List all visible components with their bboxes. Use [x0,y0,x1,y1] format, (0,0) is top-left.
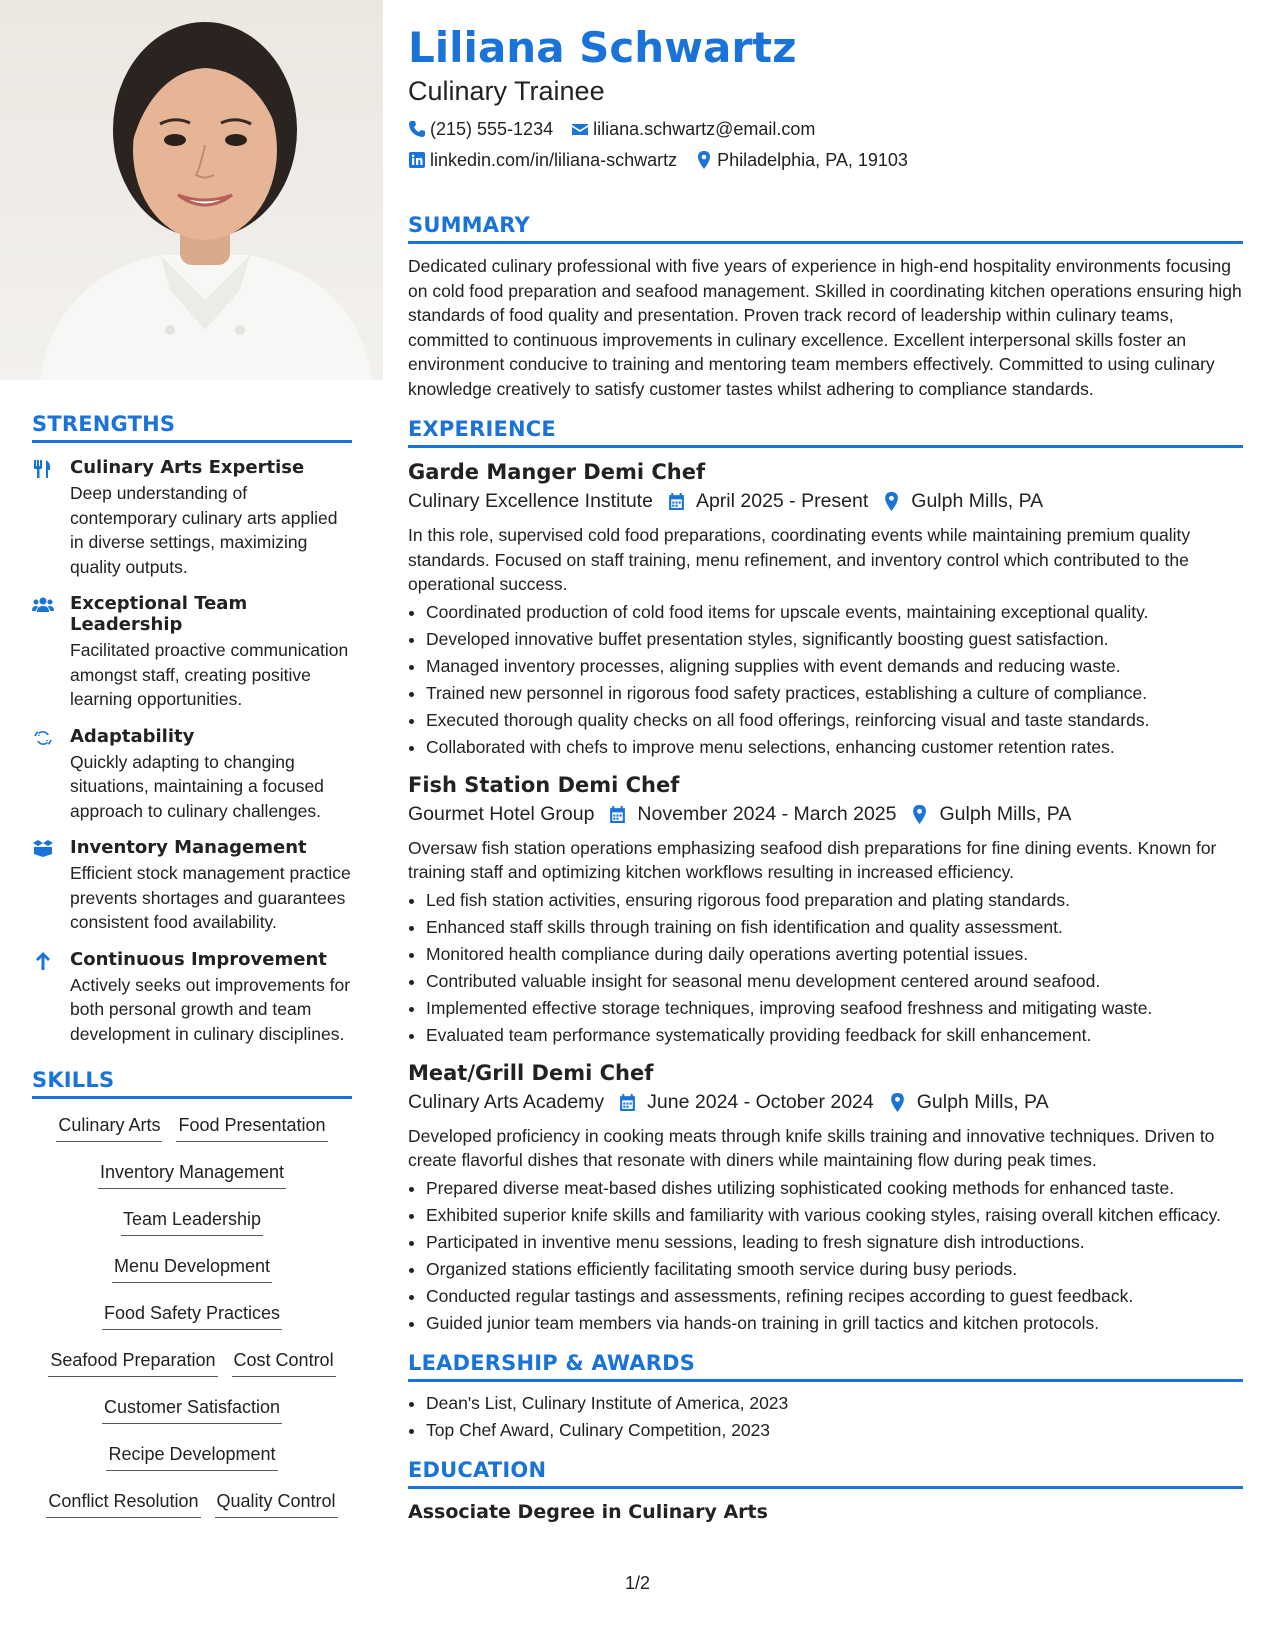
job-meta [408,1091,1243,1114]
award-item: • Top Chef Award, Culinary Competition, 2023 [426,1417,1243,1444]
job-bullet: • Guided junior team members via hands-on training in grill tactics and kitchen protocols. [426,1310,1243,1337]
phone-contact[interactable] [408,116,553,142]
award-item: • Dean's List, Culinary Institute of America, 2023 [426,1390,1243,1417]
calendar-icon [608,805,627,824]
map-pin-icon [888,1093,907,1112]
job-dates: November 2024 - March 2025 [637,802,897,825]
job-bullets [408,1175,1243,1337]
page-number: 1/2 [625,1573,651,1593]
job-company: Culinary Excellence Institute [408,490,653,512]
strength-title: Adaptability [70,725,195,747]
job-bullet: • Evaluated team performance systematically providing feedback for skill enhancement. [426,1022,1243,1049]
strength-item [32,949,352,1047]
location-contact [695,147,908,173]
strength-title: Inventory Management [70,837,307,858]
contact-line-2 [408,147,1243,173]
job-desc: In this role, supervised cold food preparations, coordinating events while maintaining premium quality standards. Focused on staff training, menu refinement, and inventory control which contributed to the operational success. [408,525,1191,594]
skill-tag: Seafood Preparation [48,1346,217,1377]
skills-list [32,1111,352,1518]
strength-title: Continuous Improvement [70,948,327,970]
education-section [408,1458,1243,1523]
skill-tag: Menu Development [112,1252,272,1283]
job-meta [408,803,1243,826]
job-bullet: • Conducted regular tastings and assessments, refining recipes according to guest feedback. [426,1283,1243,1310]
job-bullet: • Implemented effective storage techniques, improving seafood freshness and mitigating waste. [426,995,1243,1022]
job-bullet: • Collaborated with chefs to improve menu selections, enhancing customer retention rates. [426,734,1243,761]
summary-title: SUMMARY [408,213,1243,244]
email-text: liliana.schwartz@email.com [593,119,816,139]
job-desc: Developed proficiency in cooking meats through knife skills training and innovative techniques. Driven to create flavorful dishes that resonate with diners while maintaining flow during peak times. [408,1125,1215,1170]
calendar-icon [618,1093,637,1112]
job-bullet: • Exhibited superior knife skills and familiarity with various cooking styles, raising overall kitchen efficacy. [426,1202,1243,1229]
skill-tag: Culinary Arts [56,1111,162,1142]
strength-desc: Quickly adapting to changing situations, maintaining a focused approach to culinary challenges. [70,751,324,821]
job-bullet: • Participated in inventive menu sessions, leading to fresh signature dish introductions. [426,1229,1243,1256]
skill-tag: Quality Control [215,1487,338,1518]
job-entry [408,460,1243,761]
awards-list [408,1390,1243,1444]
skill-tag: Recipe Development [106,1440,277,1471]
strengths-title: STRENGTHS [32,412,352,443]
job-location: Gulph Mills, PA [911,490,1044,512]
strength-item [32,593,352,712]
job-bullets [408,599,1243,761]
profile-photo [0,0,383,380]
arrow-up-icon [32,949,70,1047]
email-contact[interactable] [571,116,815,142]
linkedin-icon [408,151,426,169]
strength-desc: Facilitated proactive communication amongst staff, creating positive learning opportunities. [70,640,349,709]
job-bullet: • Executed thorough quality checks on all food offerings, reinforcing visual and taste standards. [426,707,1243,734]
map-pin-icon [910,805,929,824]
skill-tag: Conflict Resolution [46,1487,200,1518]
job-title: Meat/Grill Demi Chef [408,1060,654,1085]
boxes-icon [32,837,70,935]
refresh-icon [32,726,70,824]
job-bullet: • Contributed valuable insight for seasonal menu development centered around seafood. [426,968,1243,995]
job-bullet: • Trained new personnel in rigorous food safety practices, establishing a culture of compliance. [426,680,1243,707]
summary-text: Dedicated culinary professional with five years of experience in high-end hospitality environments focusing on cold food preparation and seafood management. Skilled in coordinating kitchen operations ensuring high standards of food quality and presentation. Proven track record of leadership within culinary teams, committed to continuous improvements in culinary excellence. Excellent interpersonal skills foster an environment conducive to training and mentoring team members effectively. Committed to using culinary knowledge creatively to satisfy customer tastes whilst adhering to compliance standards. [408,256,1242,399]
job-company: Culinary Arts Academy [408,1090,605,1113]
skills-title: SKILLS [32,1068,352,1099]
job-entry [408,773,1243,1049]
job-bullet: • Managed inventory processes, aligning supplies with event demands and reducing waste. [426,653,1243,680]
left-column [0,0,383,1650]
experience-title: EXPERIENCE [408,417,1243,448]
job-bullets [408,887,1243,1049]
job-company: Gourmet Hotel Group [408,802,595,825]
strength-item [32,837,352,935]
job-location: Gulph Mills, PA [939,802,1072,825]
experience-section [408,417,1243,1337]
linkedin-text: linkedin.com/in/liliana-schwartz [430,150,678,170]
users-icon [32,593,70,712]
skill-tag: Team Leadership [121,1205,263,1236]
contact-line-1 [408,116,1243,142]
job-entry [408,1061,1243,1337]
calendar-icon [667,492,686,511]
phone-icon [408,120,426,138]
job-location: Gulph Mills, PA [916,1090,1049,1113]
linkedin-contact[interactable] [408,147,677,173]
job-dates: April 2025 - Present [695,490,869,512]
skill-tag: Food Presentation [176,1111,327,1142]
job-bullet: • Developed innovative buffet presentation styles, significantly boosting guest satisfaction. [426,626,1243,653]
job-bullet: • Enhanced staff skills through training on fish identification and quality assessment. [426,914,1243,941]
job-bullet: • Prepared diverse meat-based dishes utilizing sophisticated cooking methods for enhanced taste. [426,1175,1243,1202]
job-meta [408,490,1243,513]
strength-title: Exceptional Team Leadership [70,593,248,635]
strength-desc: Efficient stock management practice prevents shortages and guarantees consistent food availability. [70,863,351,932]
job-title: Fish Station Demi Chef [408,772,680,797]
strength-title: Culinary Arts Expertise [70,457,305,478]
job-dates: June 2024 - October 2024 [647,1090,874,1113]
skill-tag: Inventory Management [98,1158,286,1189]
strength-item [32,726,352,824]
education-degree: Associate Degree in Culinary Arts [408,1500,768,1523]
awards-section [408,1351,1243,1444]
utensils-icon [32,457,70,579]
right-column [408,22,1243,1523]
job-bullet: • Monitored health compliance during daily operations averting potential issues. [426,941,1243,968]
strength-item [32,457,352,579]
map-pin-icon [882,492,901,511]
phone-text: (215) 555-1234 [430,119,554,139]
strength-desc: Actively seeks out improvements for both personal growth and team development in culinary disciplines. [70,974,351,1044]
job-desc: Oversaw fish station operations emphasizing seafood dish preparations for fine dining events. Known for training staff and optimizing kitchen workflows resulting in increased efficiency. [408,837,1217,882]
education-title: EDUCATION [408,1458,1243,1489]
skill-tag: Cost Control [232,1346,336,1377]
skill-tag: Customer Satisfaction [102,1393,282,1424]
job-bullet: • Led fish station activities, ensuring rigorous food preparation and plating standards. [426,887,1243,914]
job-bullet: • Coordinated production of cold food items for upscale events, maintaining exceptional quality. [426,599,1243,626]
skill-tag: Food Safety Practices [102,1299,282,1330]
map-pin-icon [695,151,713,169]
candidate-name: Liliana Schwartz [408,23,797,72]
awards-title: LEADERSHIP & AWARDS [408,1351,1243,1382]
envelope-icon [571,120,589,138]
job-title: Garde Manger Demi Chef [408,460,706,484]
job-bullet: • Organized stations efficiently facilitating smooth service during busy periods. [426,1256,1243,1283]
summary-section [408,213,1243,401]
candidate-role: Culinary Trainee [408,76,605,106]
location-text: Philadelphia, PA, 19103 [717,150,908,170]
strength-desc: Deep understanding of contemporary culinary arts applied in diverse settings, maximizing quality outputs. [70,483,338,577]
